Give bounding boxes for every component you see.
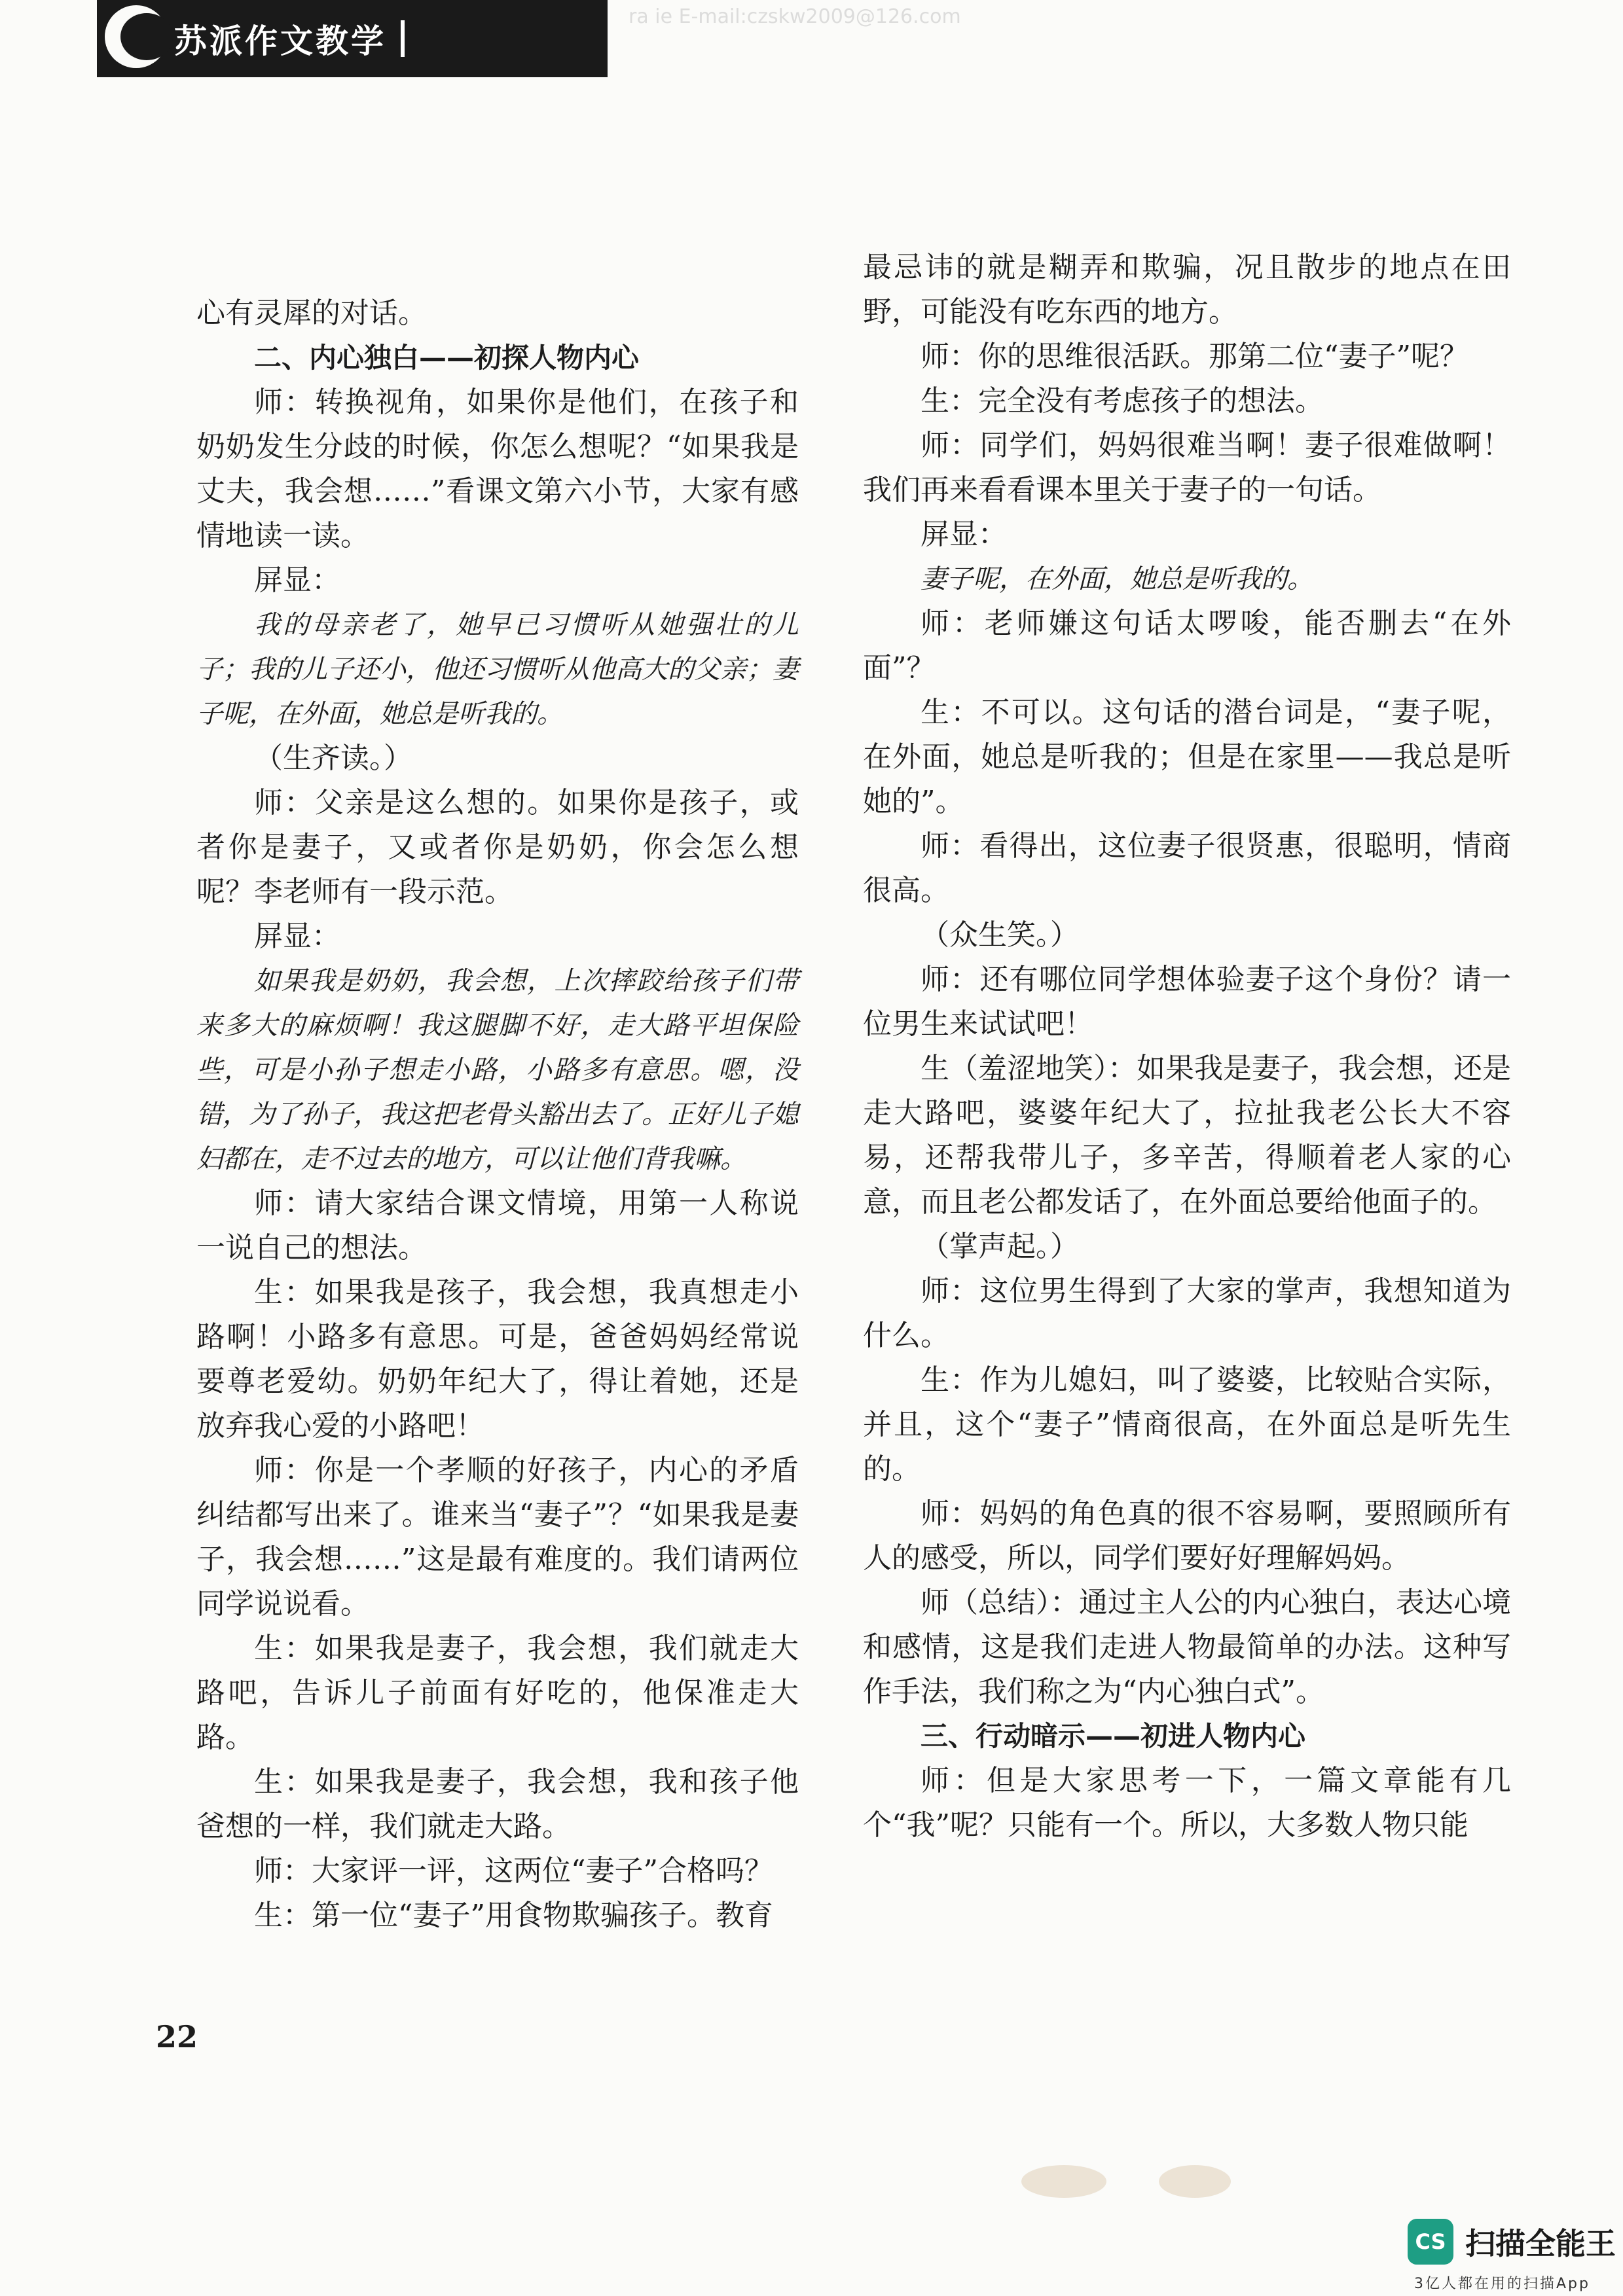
paragraph: 师：但是大家思考一下，一篇文章能有几个“我”呢？只能有一个。所以，大多数人物只能 bbox=[863, 1764, 1511, 1842]
paragraph: 师：这位男生得到了大家的掌声，我想知道为什么。 bbox=[863, 1274, 1511, 1352]
paragraph: 师：父亲是这么想的。如果你是孩子，或者你是妻子，又或者你是奶奶，你会怎么想呢？李老师有一段示范。 bbox=[196, 786, 799, 908]
paragraph: 师（总结）：通过主人公的内心独白，表达心境和感情，这是我们走进人物最简单的办法。这种写作手法，我们称之为“内心独白式”。 bbox=[863, 1586, 1511, 1708]
paragraph: 师：妈妈的角色真的很不容易啊，要照顾所有人的感受，所以，同学们要好好理解妈妈。 bbox=[863, 1497, 1511, 1575]
journal-title: 苏派作文教学 bbox=[174, 22, 386, 60]
paragraph: （众生笑。） bbox=[921, 918, 1079, 952]
paragraph: 生：作为儿媳妇，叫了婆婆，比较贴合实际，并且，这个“妻子”情商很高，在外面总是听先生的。 bbox=[863, 1363, 1511, 1486]
paragraph: 师：你是一个孝顺的好孩子，内心的矛盾纠结都写出来了。谁来当“妻子”？“如果我是妻子，我会想……”这是最有难度的。我们请两位同学说说看。 bbox=[196, 1454, 799, 1621]
scan-smudge bbox=[1159, 2165, 1231, 2198]
paragraph: 最忌讳的就是糊弄和欺骗，况且散步的地点在田野，可能没有吃东西的地方。 bbox=[863, 251, 1511, 329]
paragraph: 师：大家评一评，这两位“妻子”合格吗？ bbox=[254, 1854, 773, 1888]
camscanner-icon: CS bbox=[1408, 2219, 1453, 2265]
screen-quote: 妻子呢，在外面，她总是听我的。 bbox=[921, 564, 1313, 594]
section-heading: 二、内心独白——初探人物内心 bbox=[254, 342, 640, 374]
scanner-watermark bbox=[1408, 2219, 1616, 2265]
scanner-tagline: 3亿人都在用的扫描App bbox=[1414, 2276, 1590, 2292]
screen-quote: 我的母亲老了，她早已习惯听从她强壮的儿子；我的儿子还小，他还习惯听从他高大的父亲；妻子呢，在外面，她总是听我的。 bbox=[196, 610, 799, 729]
page-number: 22 bbox=[156, 2019, 198, 2054]
right-column bbox=[863, 245, 1511, 1848]
paragraph: 生：如果我是孩子，我会想，我真想走小路啊！小路多有意思。可是，爸爸妈妈经常说要尊老爱幼。奶奶年纪大了，得让着她，还是放弃我心爱的小路吧！ bbox=[196, 1276, 799, 1443]
paragraph: 屏显： bbox=[254, 920, 340, 953]
paragraph: 师：你的思维很活跃。那第二位“妻子”呢？ bbox=[921, 340, 1468, 373]
scan-smudge bbox=[1021, 2165, 1106, 2198]
paragraph: 师：老师嫌这句话太啰唆，能否删去“在外面”？ bbox=[863, 607, 1511, 685]
header-divider bbox=[401, 20, 405, 57]
header-faint-text: ra ie E-mail:czskw2009@126.com bbox=[629, 5, 961, 28]
scanner-app-name: 扫描全能王 bbox=[1465, 2226, 1616, 2261]
paragraph: 心有灵犀的对话。 bbox=[196, 296, 427, 330]
paragraph: （掌声起。） bbox=[921, 1230, 1079, 1263]
paragraph: 师：看得出，这位妻子很贤惠，很聪明，情商很高。 bbox=[863, 829, 1511, 907]
section-heading: 三、行动暗示——初进人物内心 bbox=[921, 1720, 1306, 1752]
paragraph: 生：第一位“妻子”用食物欺骗孩子。教育 bbox=[254, 1899, 773, 1932]
paragraph: 生：不可以。这句话的潜台词是，“妻子呢，在外面，她总是听我的；但是在家里——我总是听她的”。 bbox=[863, 696, 1511, 818]
screen-quote: 如果我是奶奶，我会想，上次摔跤给孩子们带来多大的麻烦啊！我这腿脚不好，走大路平坦保险些，可是小孙子想走小路，小路多有意思。嗯，没错，为了孙子，我这把老骨头豁出去了。正好儿子媳妇都在，走不过去的地方，可以让他们背我嘛。 bbox=[196, 966, 799, 1174]
paragraph: 师：请大家结合课文情境，用第一人称说一说自己的想法。 bbox=[196, 1187, 799, 1265]
left-column bbox=[196, 291, 799, 1938]
paragraph: 生：完全没有考虑孩子的想法。 bbox=[921, 384, 1324, 418]
paragraph: 师：同学们，妈妈很难当啊！妻子很难做啊！我们再来看看课本里关于妻子的一句话。 bbox=[863, 429, 1511, 507]
paragraph: 屏显： bbox=[254, 564, 340, 597]
paragraph: （生齐读。） bbox=[254, 742, 412, 775]
paragraph: 师：转换视角，如果你是他们，在孩子和奶奶发生分歧的时候，你怎么想呢？“如果我是丈夫，我会想……”看课文第六小节，大家有感情地读一读。 bbox=[196, 386, 799, 552]
paragraph: 生：如果我是妻子，我会想，我和孩子他爸想的一样，我们就走大路。 bbox=[196, 1765, 799, 1843]
paragraph: 师：还有哪位同学想体验妻子这个身份？请一位男生来试试吧！ bbox=[863, 963, 1511, 1041]
journal-logo-icon bbox=[97, 0, 169, 77]
paragraph: 生：如果我是妻子，我会想，我们就走大路吧，告诉儿子前面有好吃的，他保准走大路。 bbox=[196, 1632, 799, 1754]
journal-header bbox=[97, 0, 608, 77]
paragraph: 屏显： bbox=[921, 518, 1007, 551]
paragraph: 生（羞涩地笑）：如果我是妻子，我会想，还是走大路吧，婆婆年纪大了，拉扯我老公长大不容易，还帮我带儿子，多辛苦，得顺着老人家的心意，而且老公都发话了，在外面总要给他面子的。 bbox=[863, 1052, 1511, 1219]
